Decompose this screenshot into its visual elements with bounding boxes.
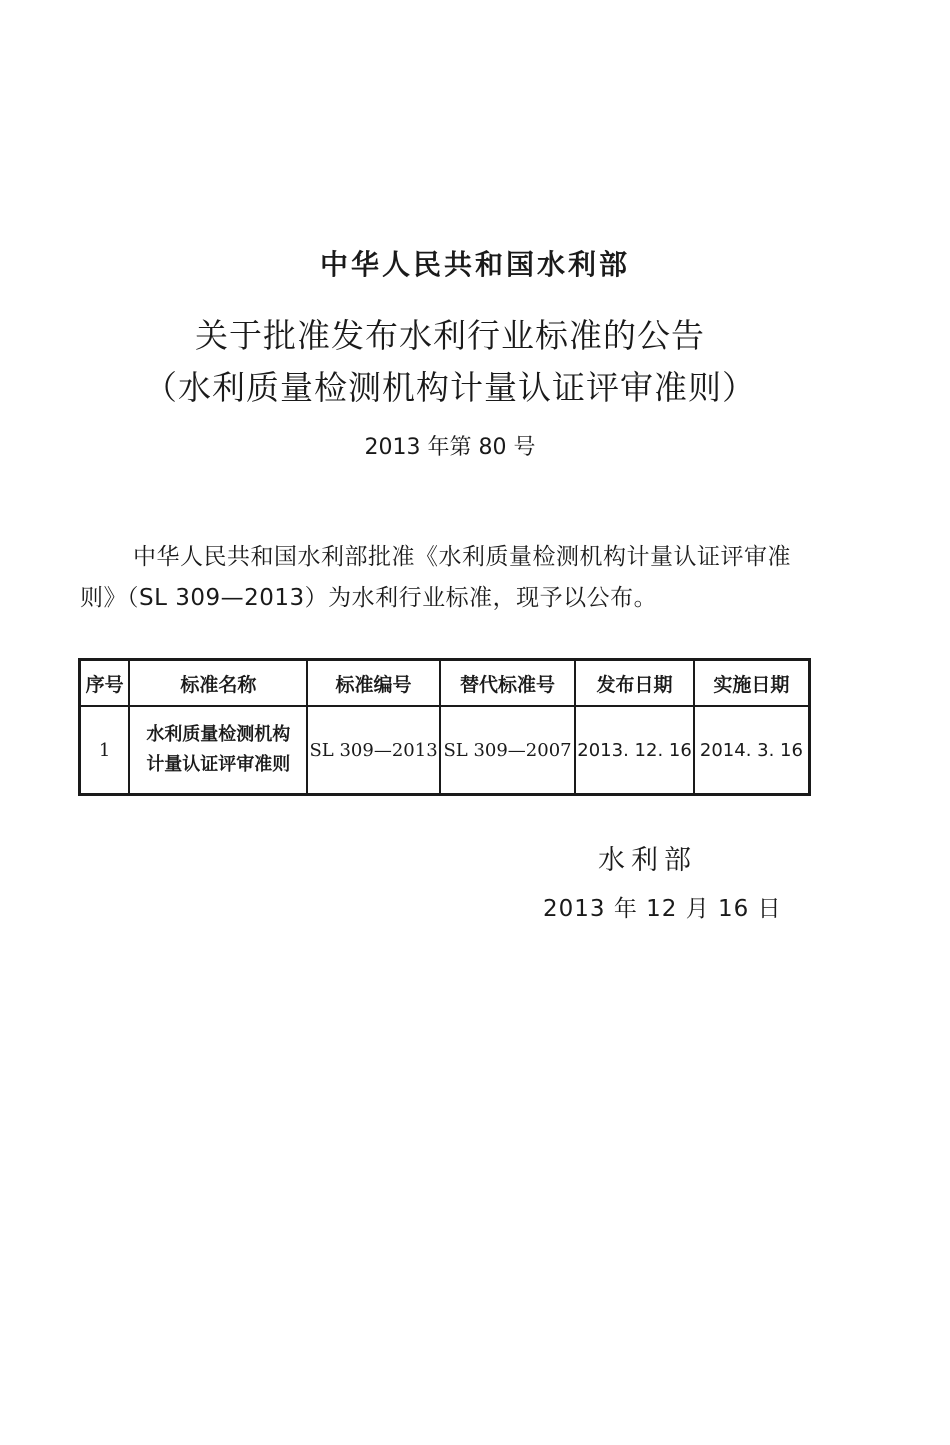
col-header-effective: 实施日期 [694,660,810,707]
signature-date: 2013 年 12 月 16 日 [543,896,782,922]
table-header-row [80,660,810,707]
issuing-organization: 中华人民共和国水利部 [319,248,630,281]
col-header-name: 标准名称 [129,660,307,707]
col-header-replaces: 替代标准号 [440,660,575,707]
cell-replaces: SL 309—2007 [440,706,575,795]
document-number: 2013 年第 80 号 [364,435,536,460]
standards-table [78,658,811,796]
col-header-no: 序号 [80,660,130,707]
cell-code: SL 309—2013 [307,706,439,795]
col-header-issued: 发布日期 [575,660,694,707]
cell-name-line2: 计量认证评审准则 [146,754,291,775]
signature-issuer: 水利部 [598,845,697,876]
table-row [80,706,810,795]
cell-name [129,706,307,795]
cell-no: 1 [80,706,130,795]
announcement-body: 中华人民共和国水利部批准《水利质量检测机构计量认证评审准则》（SL 309—2013）为水利行业标准，现予以公布。 [80,544,791,611]
col-header-code: 标准编号 [307,660,439,707]
announcement-subtitle: （水利质量检测机构计量认证评审准则） [144,368,756,407]
announcement-title: 关于批准发布水利行业标准的公告 [195,316,705,355]
cell-effective: 2014. 3. 16 [694,706,810,795]
cell-issued: 2013. 12. 16 [575,706,694,795]
cell-name-line1: 水利质量检测机构 [146,724,291,745]
